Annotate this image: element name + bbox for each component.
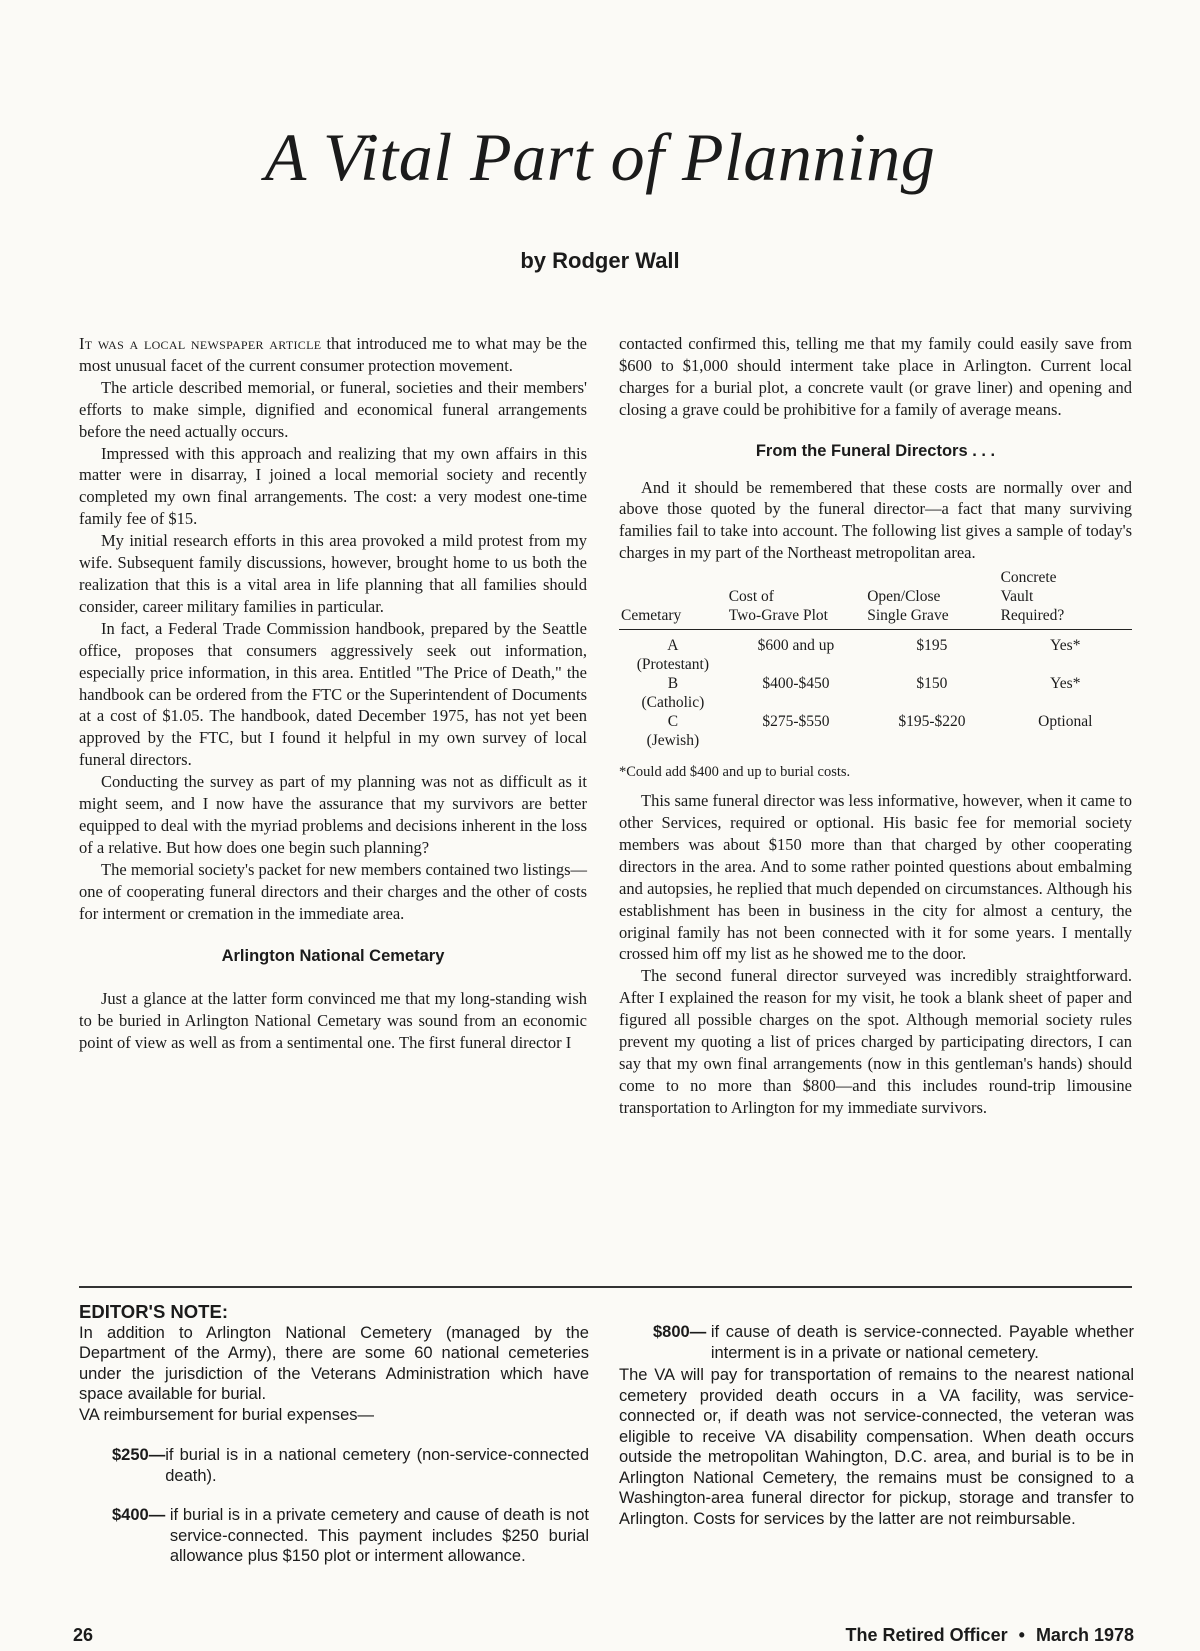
paragraph: My initial research efforts in this area provoked a mild protest from my wife. Subsequent family discussions, however, brought home to us both the realization that this is a vital area in life planning that all families should consider, career military families in particular. <box>79 531 587 616</box>
table-cell: Optional <box>1038 713 1093 731</box>
table-cell: A (Protestant) <box>636 637 710 674</box>
table-cell: $195 <box>916 637 948 655</box>
table-cell: $150 <box>916 675 948 693</box>
reimbursement-amount: $400 <box>112 1506 149 1524</box>
lead-in: It was a local newspaper article <box>79 334 322 353</box>
paragraph: And it should be remembered that these costs are normally over and above those quoted by the funeral director—a fact that many surviving families fail to take into account. The following list gives a sample of today's charges in my part of the Northeast metropolitan area. <box>619 477 1132 563</box>
table-row <box>619 674 1132 712</box>
right-column <box>619 333 1132 1119</box>
paragraph: This same funeral director was less informative, however, when it came to other Services, required or optional. His basic fee for memorial society members was about $150 more than that charged by other cooperating directors in the area. And to some rather pointed questions about embalming and autopsies, he replied that much depended on circumstances. Although his establishment has been in business in the city for almost a century, the original family has not been connected with it for some years. I mentally crossed him off my list as he showed me to the door. <box>619 791 1132 964</box>
left-column <box>79 333 587 1054</box>
issue-date: March 1978 <box>1035 1625 1134 1645</box>
paragraph: The second funeral director surveyed was incredibly straightforward. After I explained the reason for my visit, he took a blank sheet of paper and figured all possible charges on the spot. Although memorial society rules prevent my quoting a list of prices charged by participating directors, I can say that my own final arrangements (now in this gentleman's hands) should come to no more than $800—and this includes round-trip limousine transportation to Arlington for my immediate survivors. <box>619 966 1132 1117</box>
table-cell: B (Catholic) <box>641 675 705 712</box>
table-cell: Yes* <box>1050 637 1081 655</box>
section-divider <box>79 1286 1132 1288</box>
reimbursement-amount: $250 <box>112 1446 149 1464</box>
column-header: Cemetary <box>619 568 727 630</box>
publication-name: The Retired Officer <box>845 1625 1008 1645</box>
section-heading: Arlington National Cemetary <box>221 947 445 966</box>
reimbursement-text: if cause of death is service-connected. Payable whether interment is in a private or national cemetery. <box>710 1323 1134 1362</box>
column-header: Concrete Vault Required? <box>999 568 1132 630</box>
paragraph-text: that introduced me to what may be the most unusual facet of the current consumer protection movement. <box>79 334 587 375</box>
table-row <box>619 712 1132 750</box>
reimbursement-item: $400 — if burial is in a private cemetery and cause of death is not service-connected. This payment includes $250 burial allowance plus $150 plot or interment allowance. <box>112 1506 589 1565</box>
paragraph: The article described memorial, or funeral, societies and their members' efforts to make simple, dignified and economical funeral arrangements before the need actually occurs. <box>79 377 587 441</box>
cost-table <box>619 568 1132 750</box>
paragraph: Conducting the survey as part of my planning was not as difficult as it might seem, and I now have the assurance that my survivors are better equipped to deal with the myriad problems and decisions inherent in the loss of a relative. But how does one begin such planning? <box>79 772 587 857</box>
reimbursement-amount: $800 <box>653 1323 690 1341</box>
paragraph: contacted confirmed this, telling me that my family could easily save from $600 to $1,000 should interment take place in Arlington. Current local charges for a burial plot, a concrete vault (or grave liner) and opening and closing a grave could be prohibitive for a family of average means. <box>619 334 1132 419</box>
paragraph: The memorial society's packet for new members contained two listings—one of cooperating funeral directors and their charges and the other of costs for interment or cremation in the immediate area. <box>79 859 587 923</box>
section-heading: From the Funeral Directors . . . <box>755 441 996 460</box>
bullet-separator: • <box>1018 1625 1025 1645</box>
publication-footer <box>846 1625 1134 1646</box>
editors-note-lead: VA reimbursement for burial expenses— <box>79 1405 374 1424</box>
paragraph: In fact, a Federal Trade Commission handbook, prepared by the Seattle office, proposes that consumers aggressively seek out information, especially price information, in this area. Entitled "The Price of Death," the handbook can be ordered from the FTC or the Superintendent of Documents at a cost of $1.05. The handbook, dated December 1975, has not yet been approved by the FTC, but I found it helpful in my own survey of local funeral directors. <box>79 618 587 770</box>
reimbursement-text: if burial is in a private cemetery and cause of death is not service-connected. This payment includes $250 burial allowance plus $150 plot or interment allowance. <box>169 1506 589 1565</box>
editors-note-title: EDITOR'S NOTE: <box>79 1301 228 1322</box>
editors-note-right <box>619 1322 1134 1529</box>
table-cell: $275-$550 <box>762 713 830 731</box>
article-title: A Vital Part of Planning <box>264 119 936 195</box>
table-cell: $600 and up <box>757 637 835 655</box>
editors-note-closing: The VA will pay for transportation of remains to the nearest national cemetery provided death occurs in a VA facility, was service-connected or, if death was not service-connected, the veteran was eligible to receive VA disability compensation. When death occurs outside the metropolitan Wahington, D.C. area, and burial is to be in Arlington National Cemetery, the remains must be consigned to a Washington-area funeral director for pickup, storage and transfer to Arlington. Costs for services by the latter are not reimbursable. <box>619 1366 1134 1528</box>
paragraph <box>79 333 587 377</box>
reimbursement-item: $800 — if cause of death is service-connected. Payable whether interment is in a private or national cemetery. <box>653 1323 1134 1362</box>
editors-note-intro: In addition to Arlington National Cemetery (managed by the Department of the Army), there are some 60 national cemeteries under the jurisdiction of the Veterans Administration which have space available for burial. <box>79 1323 589 1403</box>
table-header-row <box>619 568 1132 630</box>
paragraph: Just a glance at the latter form convinced me that my long-standing wish to be buried in Arlington National Cemetary was sound from an economic point of view as well as from a sentimental one. The first funeral director I <box>79 989 587 1053</box>
byline: by Rodger Wall <box>520 248 680 273</box>
table-footnote: *Could add $400 and up to burial costs. <box>619 764 851 781</box>
table-cell: $195-$220 <box>898 713 966 731</box>
column-header: Open/Close Single Grave <box>865 568 998 630</box>
column-header: Cost of Two-Grave Plot <box>727 568 866 630</box>
paragraph: Impressed with this approach and realizing that my own affairs in this matter were in disarray, I joined a local memorial society and recently completed my own final arrangements. The cost: a very modest one-time family fee of $15. <box>79 443 587 529</box>
table-cell: C (Jewish) <box>646 713 700 750</box>
reimbursement-item: $250 — if burial is in a national cemetery (non-service-connected death). <box>112 1446 589 1485</box>
reimbursement-text: if burial is in a national cemetery (non-service-connected death). <box>165 1446 589 1485</box>
table-cell: $400-$450 <box>762 675 830 693</box>
page-number: 26 <box>73 1625 94 1645</box>
table-row <box>619 630 1132 675</box>
editors-note-left <box>79 1302 589 1567</box>
table-cell: Yes* <box>1050 675 1081 693</box>
